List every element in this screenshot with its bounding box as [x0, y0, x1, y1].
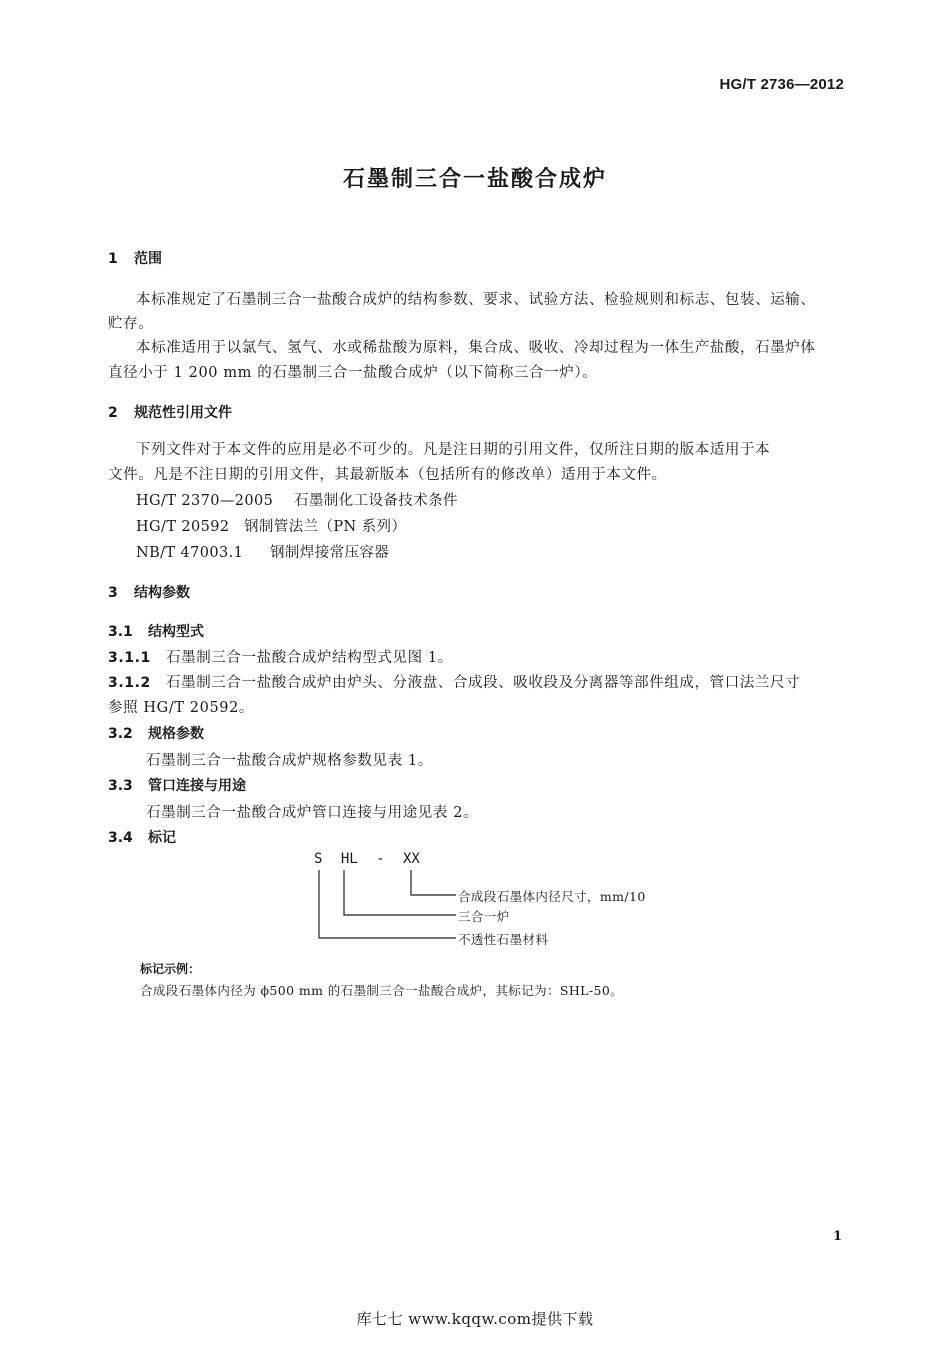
clause-text: 石墨制三合一盐酸合成炉由炉头、分液盘、合成段、吸收段及分离器等部件组成，管口法兰尺寸: [166, 675, 801, 691]
reference-code: NB/T 47003.1: [136, 545, 244, 561]
section-number: 2: [108, 405, 118, 421]
page-number: 1: [832, 1229, 842, 1244]
paragraph-line: 参照 HG/T 20592。: [108, 700, 255, 716]
subsection-number: 3.2: [108, 726, 133, 742]
download-footer: 库七七 www.kqqw.com提供下载: [356, 1310, 594, 1328]
paragraph-line: 本标准适用于以氯气、氢气、水或稀盐酸为原料，集合成、吸收、冷却过程为一体生产盐酸，石墨炉体: [136, 340, 816, 356]
paragraph-line: 直径小于 1 200 mm 的石墨制三合一盐酸合成炉（以下简称三合一炉）。: [108, 365, 598, 381]
paragraph-line: 贮存。: [108, 316, 154, 332]
marking-code: S HL - XX: [314, 851, 420, 867]
standard-code: HG/T 2736—2012: [719, 76, 844, 93]
leader-line-type: [344, 870, 456, 915]
example-text: 合成段石墨体内径为 ϕ500 mm 的石墨制三合一盐酸合成炉，其标记为：SHL-50。: [140, 983, 624, 998]
reference-title: 钢制管法兰（PN 系列）: [244, 519, 407, 535]
subsection-title: 标记: [148, 830, 176, 846]
section-title: 范围: [134, 251, 162, 267]
section-title: 结构参数: [134, 585, 190, 601]
section-number: 3: [108, 585, 118, 601]
clause-number: 3.1.1: [108, 650, 151, 666]
section-number: 1: [108, 251, 118, 267]
subsection-number: 3.3: [108, 778, 133, 794]
reference-title: 钢制焊接常压容器: [270, 545, 390, 561]
subsection-title: 管口连接与用途: [148, 778, 246, 794]
subsection-number: 3.4: [108, 830, 133, 846]
leader-line-size: [411, 870, 456, 895]
subsection-title: 结构型式: [148, 624, 204, 640]
paragraph-line: 石墨制三合一盐酸合成炉规格参数见表 1。: [146, 753, 433, 769]
paragraph-line: 石墨制三合一盐酸合成炉管口连接与用途见表 2。: [146, 805, 479, 821]
reference-title: 石墨制化工设备技术条件: [294, 493, 458, 509]
subsection-title: 规格参数: [148, 726, 204, 742]
marking-label: 三合一炉: [458, 909, 510, 924]
reference-code: HG/T 20592: [136, 519, 230, 535]
reference-code: HG/T 2370—2005: [136, 493, 274, 509]
paragraph-line: 下列文件对于本文件的应用是必不可少的。凡是注日期的引用文件，仅所注日期的版本适用于本: [136, 442, 771, 458]
marking-label: 不透性石墨材料: [458, 932, 549, 947]
clause-text: 石墨制三合一盐酸合成炉结构型式见图 1。: [166, 650, 453, 666]
paragraph-line: 本标准规定了石墨制三合一盐酸合成炉的结构参数、要求、试验方法、检验规则和标志、包装、运输、: [136, 292, 816, 308]
paragraph-line: 文件。凡是不注日期的引用文件，其最新版本（包括所有的修改单）适用于本文件。: [108, 467, 667, 483]
page-title: 石墨制三合一盐酸合成炉: [342, 167, 607, 192]
section-title: 规范性引用文件: [134, 405, 232, 421]
marking-label: 合成段石墨体内径尺寸，mm/10: [458, 889, 646, 904]
example-heading: 标记示例：: [140, 962, 201, 976]
subsection-number: 3.1: [108, 624, 133, 640]
clause-number: 3.1.2: [108, 675, 151, 691]
leader-line-material: [319, 870, 456, 938]
